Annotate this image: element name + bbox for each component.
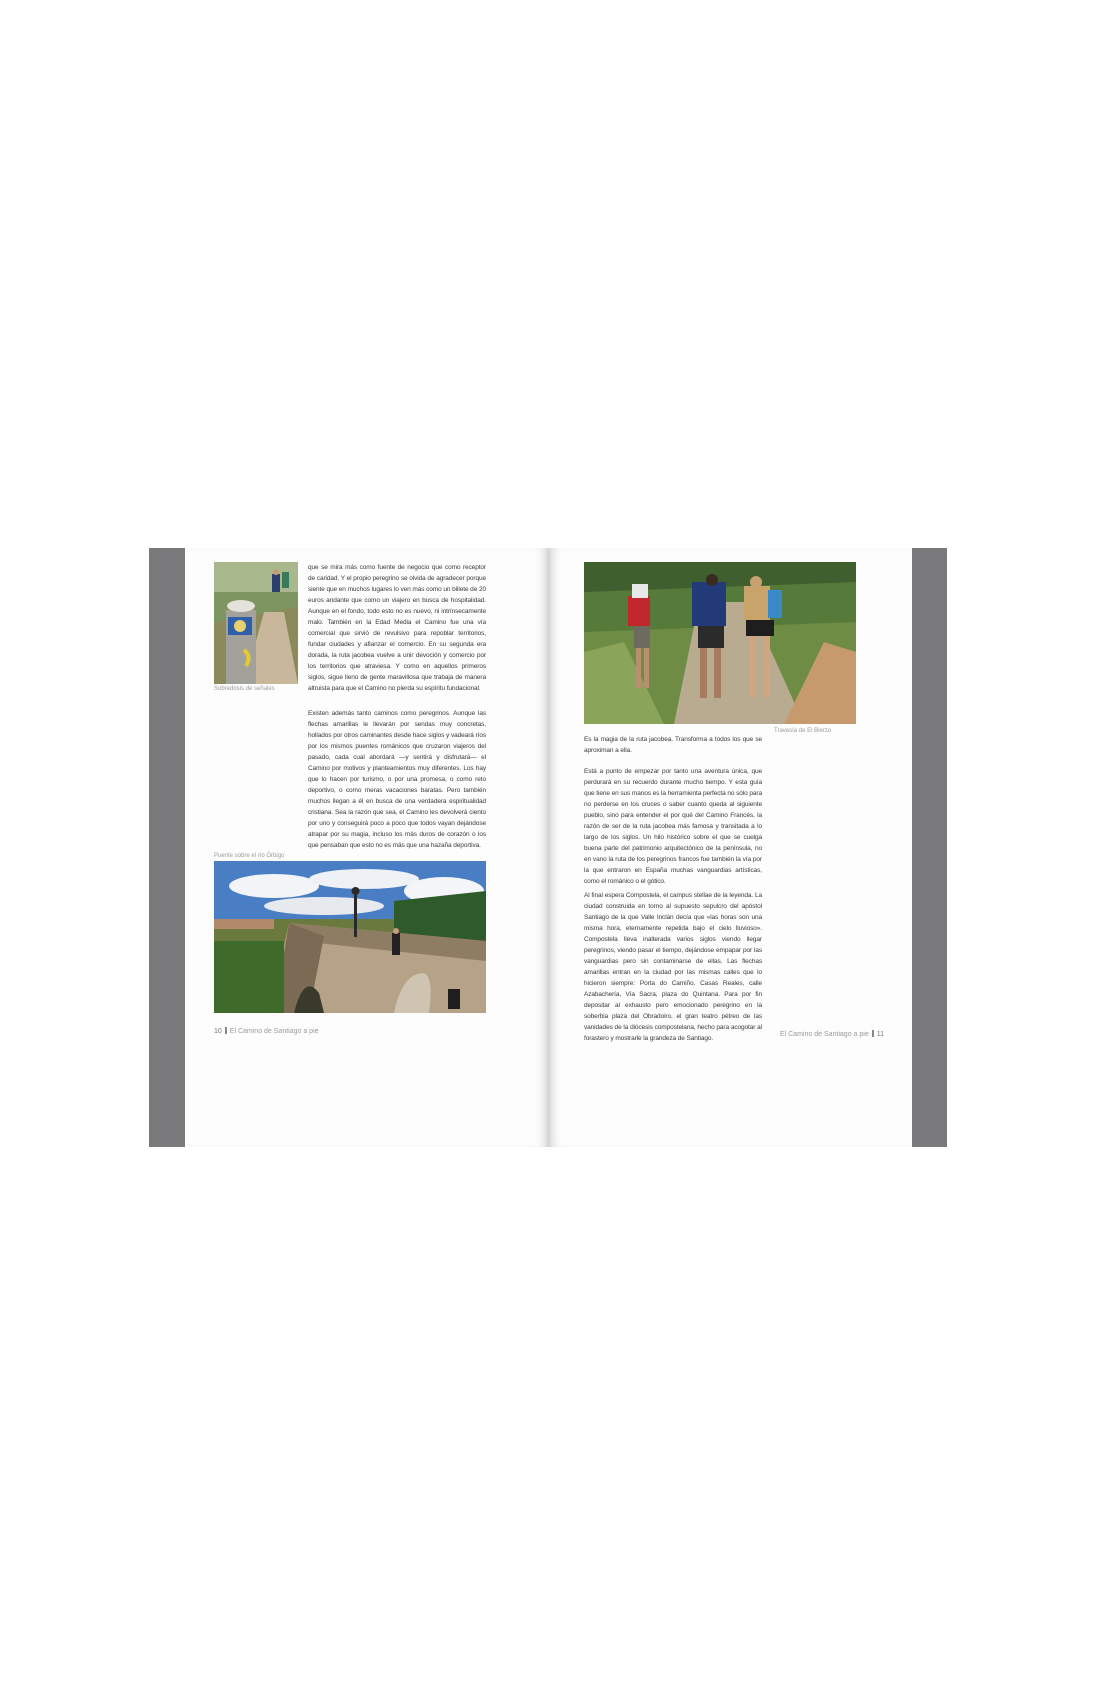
caption-bridge: Puente sobre el río Órbigo — [214, 853, 285, 859]
right-paragraph-1: Es la magia de la ruta jacobea. Transforma a todos los que se aproximan a ella. — [584, 736, 762, 754]
footer-separator — [225, 1027, 227, 1034]
right-page — [550, 548, 912, 1147]
running-title-left: El Camino de Santiago a pie — [229, 1028, 319, 1035]
photo-orbigo-bridge — [214, 861, 486, 1013]
footer-separator — [872, 1030, 874, 1037]
right-paragraph-2: Está a punto de empezar por tanto una aventura única, que perdurará en su recuerdo durante mucho tiempo. Y esta guía que tiene en sus manos es la herramienta perfecta no sólo para no perderse en los cruces o saber cuanto queda al siguiente pueblo, sino para entender el por qué del Camino Francés, la razón de ser de la ruta jacobea más famosa y transitada a lo largo de los siglos. Un hilo histórico sobre el que se cuelga buena parte del patrimonio arquitectónico de la península, no en vano la ruta de los peregrinos francos fue también la vía por la que entraron en España muchas vanguardias artísticas, como el románico o el gótico. — [584, 768, 762, 885]
caption-waymarker: Sobredosis de señales — [214, 686, 275, 692]
left-paragraph-2: Existen además tanto caminos como peregrinos. Aunque las flechas amarillas le llevarán por sendas muy concretas, hollados por otros caminantes desde hace siglos y vadeará ríos por los mismos puentes románicos que cruzaron viajeros del pasado, cada cual abordará —y sentirá y disfrutará— el Camino por motivos y planteamientos muy diferentes. Los hay que lo hacen por turismo, o por una promesa, o como reto deportivo, o como meras vacaciones baratas. Pero también muchos llegan a él en busca de una verdadera espiritualidad cristiana. Sea la razón que sea, el Camino les devolverá ciento por uno y conseguirá poco a poco que todos vayan dejándose atrapar por su magia, incluso los más duros de corazón o los que pensaban que esto no es más que una hazaña deportiva. — [308, 710, 486, 849]
photo-waymarker-signs — [214, 562, 298, 684]
page-number-right: 11 — [876, 1031, 884, 1038]
left-footer — [214, 1027, 319, 1035]
right-paragraph-3: Al final espera Compostela, el campus stellae de la leyenda. La ciudad construida en torno al supuesto sepulcro del apóstol Santiago de la que Valle Inclán decía que «las horas son una misma hora, eternamente repetida bajo el cielo lluvioso». Compostela lleva inalterada varios siglos viendo llegar peregrinos, viendo pasar el tiempo, dejándose empapar por las vanguardias pero sin contaminarse de ellas. Las flechas amarillas entran en la ciudad por las mismas calles que lo hicieron siempre: Porta do Camiño, Casas Reales, calle Azabachería, Vía Sacra, plaza do Quintana. Para por fin depositar al exhausto pero emocionado peregrino en la soberbia plaza del Obradoiro, el gran teatro pétreo de las vanidades de la diócesis compostelana, hecho para acogotar al forastero y mostrarle la grandeza de Santiago. — [584, 892, 762, 1042]
page-number-left: 10 — [214, 1028, 222, 1035]
book-spread — [149, 548, 947, 1147]
left-page — [185, 548, 547, 1147]
running-title-right: El Camino de Santiago a pie — [779, 1031, 869, 1038]
caption-bierzo: Travesía de El Bierzo — [774, 728, 832, 734]
photo-pilgrims-bierzo — [584, 562, 856, 724]
right-footer — [780, 1030, 884, 1038]
left-paragraph-1: que se mira más como fuente de negocio que como receptor de caridad. Y el propio peregrino se olvida de agradecer porque siente que en muchos lugares lo ven más como un billete de 20 euros andante que como un viajero en busca de hospitalidad. Aunque en el fondo, todo esto no es nuevo, ni intrínsecamente malo. También en la Edad Media el Camino fue una vía comercial que sirvió de revulsivo para repoblar territorios, fundar ciudades y afianzar el comercio. En su segunda era dorada, la ruta jacobea vuelve a unir devoción y comercio por los territorios que atraviesa. Y como en aquellos primeros siglos, sigue lleno de gente maravillosa que trabaja de manera altruista para que el Camino no pierda su espíritu fundacional. — [308, 564, 486, 692]
